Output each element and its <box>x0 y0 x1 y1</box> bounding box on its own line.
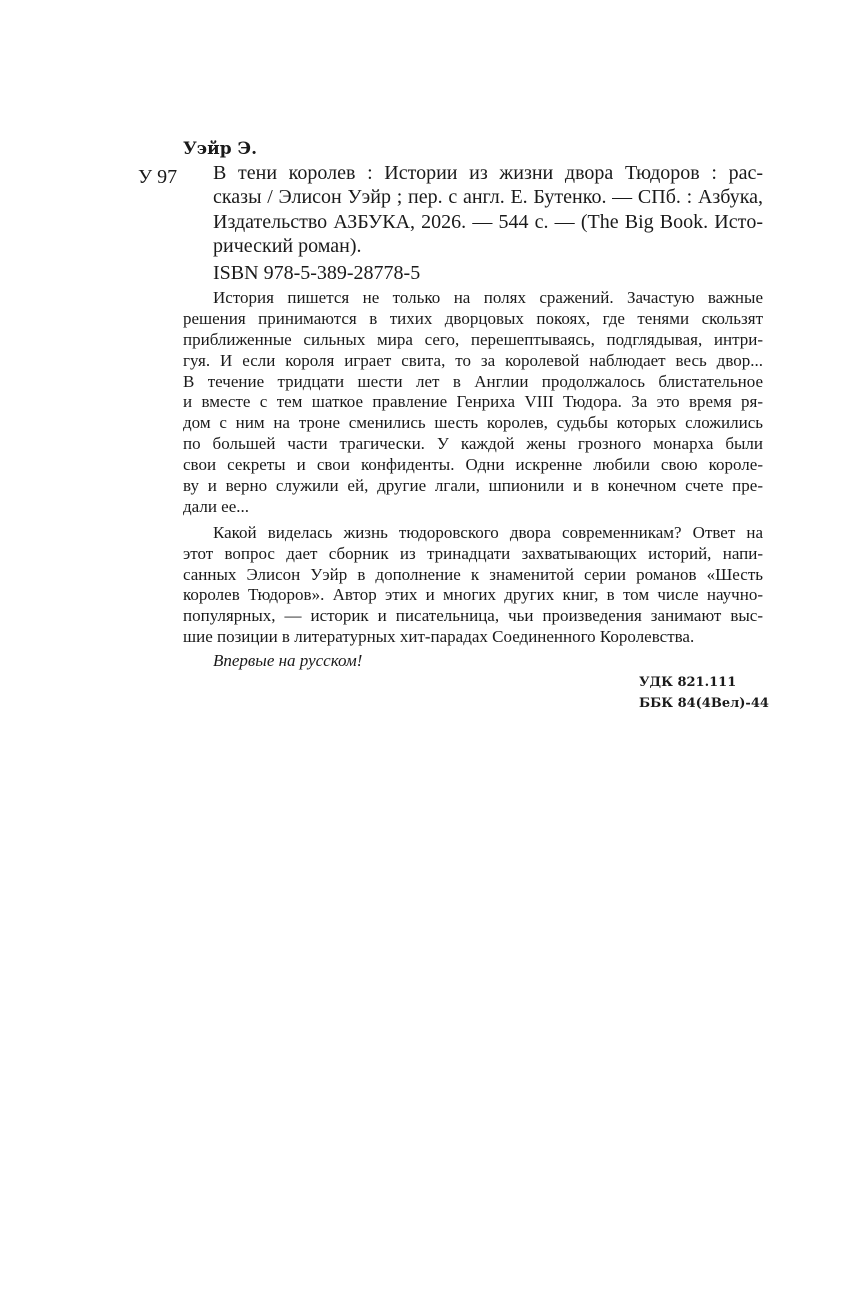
annotation-line: Какой виделась жизнь тюдоровского двора современникам? Ответ на <box>213 522 763 542</box>
isbn: ISBN 978-5-389-28778-5 <box>213 262 421 284</box>
annotation <box>183 288 763 648</box>
annotation-line: приближенные сильных мира сего, перешептываясь, подглядывая, интри- <box>183 329 763 349</box>
biblio-line: рический роман). <box>213 234 362 257</box>
annotation-line: решения принимаются в тихих дворцовых покоях, где тенями скользят <box>183 308 763 328</box>
author-heading: Уэйр Э. <box>183 139 258 159</box>
annotation-line: гуя. И если короля играет свита, то за королевой наблюдает весь двор... <box>183 350 763 370</box>
annotation-line: шие позиции в литературных хит-парадах Соединенного Королевства. <box>183 627 695 647</box>
annotation-line: санных Элисон Уэйр в дополнение к знаменитой серии романов «Шесть <box>183 564 763 584</box>
annotation-line: этот вопрос дает сборник из тринадцати захватывающих историй, напи- <box>183 543 763 563</box>
annotation-line: дали ее... <box>183 496 250 516</box>
annotation-line: История пишется не только на полях сражений. Зачастую важные <box>213 288 763 307</box>
annotation-line: популярных, — историк и писательница, чьи произведения занимают выс- <box>183 606 763 626</box>
biblio-line: сказы / Элисон Уэйр ; пер. с англ. Е. Бутенко. — СПб. : Азбука, <box>213 186 763 209</box>
annotation-line: и вместе с тем шаткое правление Генриха VIII Тюдора. За это время ря- <box>183 392 763 412</box>
annotation-line: королев Тюдоров». Автор этих и многих других книг, в том числе научно- <box>183 585 763 605</box>
biblio-line: Издательство АЗБУКА, 2026. — 544 с. — (The Big Book. Истo- <box>213 210 763 233</box>
biblio-line: В тени королев : Истории из жизни двора Тюдоров : рас- <box>213 162 763 184</box>
annotation-line: дом с ним на троне сменились шесть королев, судьбы которых сложились <box>183 413 763 433</box>
classification-codes <box>639 672 769 714</box>
catalog-code: У 97 <box>138 166 178 188</box>
bibliographic-description <box>213 161 763 258</box>
annotation-line: ву и верно служили ей, другие лгали, шпионили и в конечном счете пре- <box>183 476 763 496</box>
annotation-line: по большей части трагически. У каждой жены грозного монарха были <box>183 434 763 454</box>
tagline: Впервые на русском! <box>213 651 363 670</box>
annotation-line: свои секреты и свои конфиденты. Одни искренне любили свою короле- <box>183 455 763 475</box>
udk-code: УДК 821.111 <box>639 675 737 690</box>
bbk-code: ББК 84(4Вел)-44 <box>639 696 769 711</box>
annotation-line: В течение тридцати шести лет в Англии продолжалось блистательное <box>183 371 763 391</box>
